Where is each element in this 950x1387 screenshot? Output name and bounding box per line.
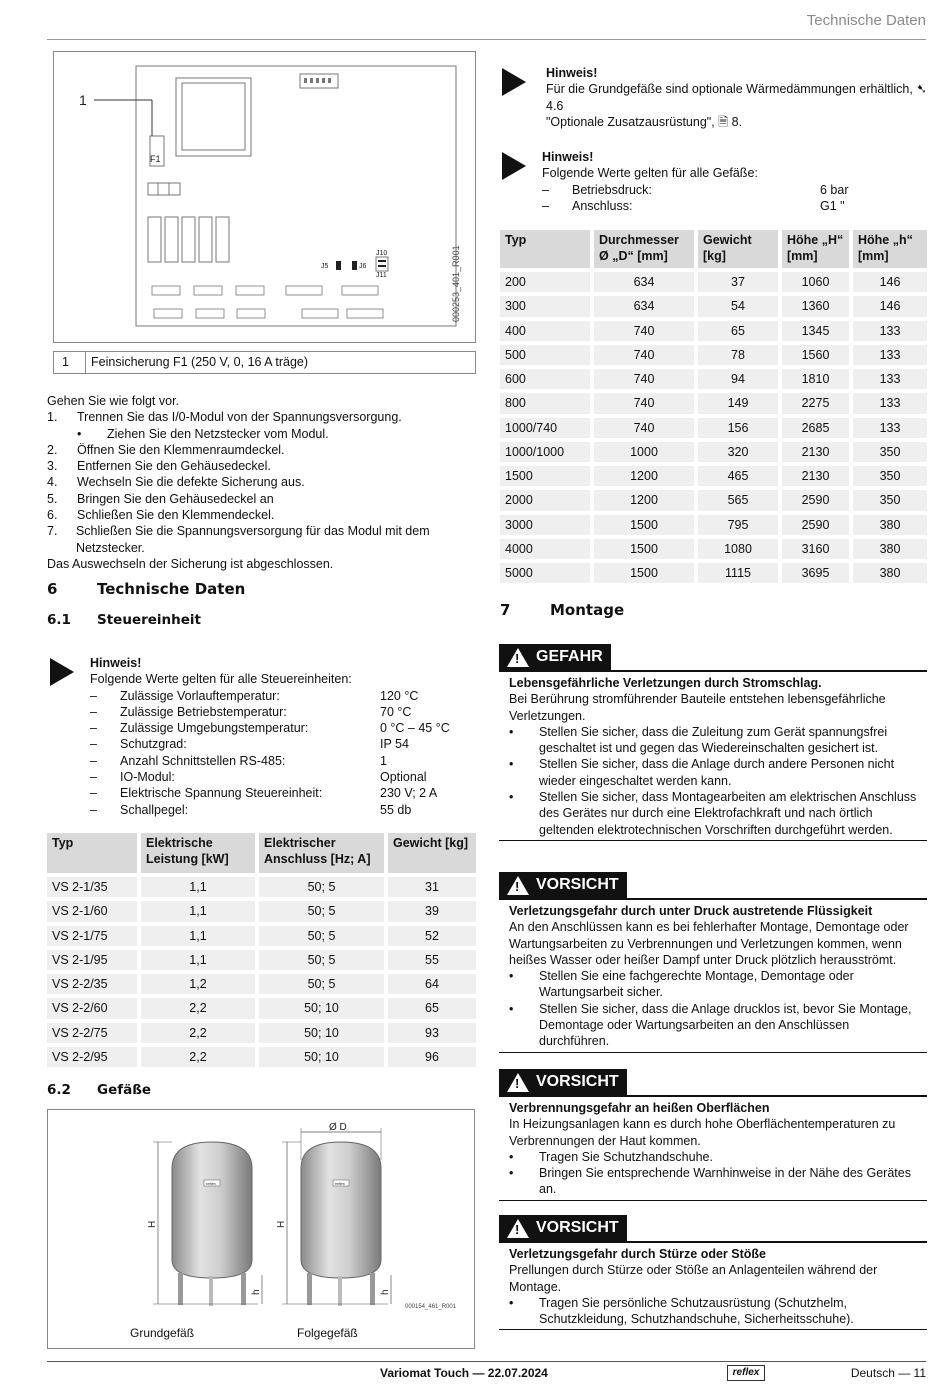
table-cell: 50; 10 — [259, 1023, 384, 1043]
table-row — [47, 901, 476, 921]
table-cell: 50; 5 — [259, 974, 384, 994]
warning-title: Verletzungsgefahr durch Stürze oder Stöße — [509, 1247, 766, 1261]
page-header-title: Technische Daten — [806, 12, 926, 29]
table-cell: 400 — [500, 321, 590, 341]
table-cell: 1000 — [594, 442, 694, 462]
table-cell: 350 — [853, 490, 927, 510]
table-cell: 1,2 — [141, 974, 255, 994]
table-cell: 133 — [853, 393, 927, 413]
table-cell: 4000 — [500, 539, 590, 559]
vessels-figure — [47, 1109, 475, 1349]
warning-text: An den Anschlüssen kann es bei fehlerhafter Montage, Demontage oder Wartungsarbeiten zu Verbrennungen und Verletzungen kommen, wenn heißes Wasser oder heißer Dampf unter Druck plötzlich herausströmt. — [509, 920, 909, 967]
spec-row: – Schutzgrad: IP 54 — [90, 737, 409, 752]
table-cell: 500 — [500, 345, 590, 365]
spec-row: – Schallpegel: 55 db — [90, 802, 412, 817]
warning-bullet: • Tragen Sie Schutzhandschuhe. — [509, 1149, 713, 1164]
table-cell: 52 — [388, 926, 476, 946]
procedure-step: 5. Bringen Sie den Gehäusedeckel an — [47, 491, 274, 506]
procedure-outro: Das Auswechseln der Sicherung ist abgeschlossen. — [47, 556, 334, 571]
table-cell: VS 2-2/95 — [47, 1047, 137, 1067]
table-cell: 795 — [698, 515, 778, 535]
warning-triangle-icon — [507, 1073, 529, 1092]
warning-vorsicht-oberflaechen — [499, 1069, 927, 1201]
table-cell: VS 2-2/60 — [47, 998, 137, 1018]
reflex-logo: reflex — [727, 1365, 765, 1381]
table-row — [47, 998, 476, 1018]
warning-vorsicht-druck — [499, 872, 927, 1053]
label-grundgefaess: Grundgefäß — [130, 1326, 195, 1340]
warning-title: Verbrennungsgefahr an heißen Oberflächen — [509, 1101, 770, 1115]
section-heading-6: 6 Technische Daten — [47, 580, 246, 598]
table-cell: 96 — [388, 1047, 476, 1067]
vessels-drawing — [48, 1110, 474, 1348]
table-cell: 1810 — [782, 369, 849, 389]
table-cell: 2685 — [782, 418, 849, 438]
procedure-substep: • Ziehen Sie den Netzstecker vom Modul. — [77, 426, 329, 441]
table-cell: 634 — [594, 272, 694, 292]
dim-h-big-right: H — [276, 1220, 287, 1228]
table-cell: VS 2-1/35 — [47, 877, 137, 897]
warning-vorsicht-stuerze — [499, 1215, 927, 1330]
table-cell: 65 — [698, 321, 778, 341]
warning-title: Lebensgefährliche Verletzungen durch Stromschlag. — [509, 676, 822, 690]
figure-code: 000154_461_R001 — [405, 1304, 457, 1310]
table-cell: 37 — [698, 272, 778, 292]
warning-bullet: • Bringen Sie entsprechende Warnhinweise in der Nähe des Gerätes an. — [509, 1166, 911, 1197]
vessel-brand-label: reflex — [335, 1181, 345, 1186]
table-cell: 2130 — [782, 466, 849, 486]
table-cell: 50; 10 — [259, 1047, 384, 1067]
table-cell: 1080 — [698, 539, 778, 559]
column-header: Gewicht [kg] — [698, 230, 778, 268]
j6-label: J6 — [359, 263, 367, 270]
gefaesse-table — [496, 226, 931, 587]
vessel-brand-label: reflex — [206, 1181, 216, 1186]
table-row — [47, 1047, 476, 1067]
table-cell: 300 — [500, 296, 590, 316]
table-row — [500, 442, 927, 462]
table-cell: 1200 — [594, 490, 694, 510]
spec-row: – Zulässige Umgebungstemperatur: 0 °C – 45 °C — [90, 721, 450, 736]
table-row — [500, 393, 927, 413]
table-cell: 133 — [853, 418, 927, 438]
table-cell: 39 — [388, 901, 476, 921]
table-cell: 2,2 — [141, 998, 255, 1018]
table-row — [500, 369, 927, 389]
column-header: Höhe „h“ [mm] — [853, 230, 927, 268]
table-cell: 350 — [853, 442, 927, 462]
caption-number: 1 — [54, 352, 86, 373]
note-arrow-icon — [50, 658, 74, 686]
warning-bullet: • Tragen Sie persönliche Schutzausrüstung (Schutzhelm, Schutzkleidung, Schutzhandschuhe, Sicherheitsschuhe). — [509, 1295, 854, 1327]
table-cell: 2,2 — [141, 1023, 255, 1043]
table-cell: 634 — [594, 296, 694, 316]
note-waermedaemmung: Hinweis! Für die Grundgefäße sind optionale Wärmedämmungen erhältlich, ➷ 4.6 "Optionale Zusatzausrüstung", 🗎 8. — [546, 66, 927, 129]
table-row — [47, 1023, 476, 1043]
table-cell: 93 — [388, 1023, 476, 1043]
column-header: Durchmesser Ø „D“ [mm] — [594, 230, 694, 268]
table-cell: 740 — [594, 418, 694, 438]
steuereinheit-table — [43, 829, 480, 1071]
spec-row: – Zulässige Betriebstemperatur: 70 °C — [90, 704, 412, 719]
column-header: Höhe „H“ [mm] — [782, 230, 849, 268]
column-header: Typ — [47, 833, 137, 873]
warning-triangle-icon — [507, 1219, 529, 1238]
table-cell: 565 — [698, 490, 778, 510]
note-gefaesse: Hinweis! Folgende Werte gelten für alle Gefäße: – Betriebsdruck: 6 bar – Anschluss: G1 " — [542, 149, 932, 214]
table-cell: 54 — [698, 296, 778, 316]
table-row — [500, 296, 927, 316]
spec-row: – Anzahl Schnittstellen RS-485: 1 — [90, 753, 387, 768]
table-cell: 2,2 — [141, 1047, 255, 1067]
table-cell: 600 — [500, 369, 590, 389]
table-cell: 1,1 — [141, 950, 255, 970]
warning-badge: ! VORSICHT — [499, 1069, 627, 1095]
column-header: Gewicht [kg] — [388, 833, 476, 873]
table-cell: 65 — [388, 998, 476, 1018]
column-header: Elektrischer Anschluss [Hz; A] — [259, 833, 384, 873]
table-row — [500, 345, 927, 365]
table-row — [47, 926, 476, 946]
table-row — [500, 418, 927, 438]
table-cell: 3000 — [500, 515, 590, 535]
dim-h-big-left: H — [147, 1220, 158, 1228]
table-cell: 2275 — [782, 393, 849, 413]
table-cell: 740 — [594, 345, 694, 365]
j10-label: J10 — [376, 250, 388, 257]
procedure-step: 2. Öffnen Sie den Klemmenraumdeckel. — [47, 442, 285, 457]
figure-caption-table — [53, 351, 476, 374]
circuit-board-drawing — [54, 52, 475, 342]
table-cell: 1000/740 — [500, 418, 590, 438]
table-cell: 200 — [500, 272, 590, 292]
table-cell: 1000/1000 — [500, 442, 590, 462]
warning-bullet: • Stellen Sie sicher, dass die Zuleitung zum Gerät spannungsfrei geschaltet ist und gegen das Wiedereinschalten gesichert ist. — [509, 724, 888, 756]
table-cell: 133 — [853, 369, 927, 389]
table-cell: 1500 — [500, 466, 590, 486]
table-cell: 55 — [388, 950, 476, 970]
table-cell: 64 — [388, 974, 476, 994]
table-row — [47, 877, 476, 897]
warning-badge: ! GEFAHR — [499, 644, 611, 670]
table-cell: 146 — [853, 272, 927, 292]
table-cell: 50; 5 — [259, 926, 384, 946]
table-header-row — [500, 230, 927, 268]
table-cell: 31 — [388, 877, 476, 897]
table-cell: 1500 — [594, 539, 694, 559]
table-cell: 1345 — [782, 321, 849, 341]
table-cell: 156 — [698, 418, 778, 438]
warning-text: Prellungen durch Stürze oder Stöße an Anlagenteilen während der Montage. — [509, 1263, 878, 1294]
table-row — [500, 321, 927, 341]
table-cell: 50; 5 — [259, 901, 384, 921]
warning-text: In Heizungsanlagen kann es durch hohe Oberflächentemperaturen zu Verbrennungen der Haut kommen. — [509, 1117, 896, 1148]
note-arrow-icon — [502, 68, 526, 96]
table-cell: 465 — [698, 466, 778, 486]
dim-d-label: Ø D — [329, 1122, 347, 1133]
table-cell: VS 2-2/75 — [47, 1023, 137, 1043]
table-cell: 50; 5 — [259, 877, 384, 897]
warning-gefahr-strom — [499, 644, 927, 841]
table-cell: 380 — [853, 539, 927, 559]
section-heading-6-1: 6.1 Steuereinheit — [47, 612, 201, 628]
spec-row: – Zulässige Vorlauftemperatur: 120 °C — [90, 688, 419, 703]
footer-document-title: Variomat Touch — 22.07.2024 — [380, 1366, 548, 1380]
warning-badge: ! VORSICHT — [499, 1215, 627, 1241]
table-cell: 320 — [698, 442, 778, 462]
j11-label: J11 — [376, 272, 387, 279]
table-cell: 2130 — [782, 442, 849, 462]
table-cell: 1,1 — [141, 901, 255, 921]
table-cell: 149 — [698, 393, 778, 413]
table-row — [47, 950, 476, 970]
table-cell: 1,1 — [141, 877, 255, 897]
spec-row: – Elektrische Spannung Steuereinheit: 230 V; 2 A — [90, 786, 438, 801]
warning-bullet: • Stellen Sie sicher, dass die Anlage durch andere Personen nicht wieder eingeschaltet werden kann. — [509, 757, 895, 788]
warning-badge: ! VORSICHT — [499, 872, 627, 898]
note-steuereinheit: Hinweis! Folgende Werte gelten für alle Steuereinheiten: – Zulässige Vorlauftemperatur: 120 °C – Zulässige Betriebstemperatur: 70 °C – Zulässige Umgebungstemperatur: 0 °C – 45 °C – Schutzgrad: IP 54 – Anzahl Schnittstellen RS-485: 1 – IO-Modul: Optional – Elektrische Spannung Steuereinheit: 230 V; 2 A – Schallpegel: 55 db — [90, 655, 480, 818]
figure-code: 000253_401_R001 — [451, 245, 461, 322]
table-cell: 133 — [853, 345, 927, 365]
spec-row: – Anschluss: G1 " — [542, 198, 845, 213]
caption-text: Feinsicherung F1 (250 V, 0, 16 A träge) — [91, 355, 309, 370]
table-cell: 146 — [853, 296, 927, 316]
table-cell: 740 — [594, 369, 694, 389]
table-row — [500, 563, 927, 583]
table-cell: 1500 — [594, 515, 694, 535]
procedure-intro: Gehen Sie wie folgt vor. — [47, 394, 180, 408]
table-cell: VS 2-2/35 — [47, 974, 137, 994]
table-cell: VS 2-1/60 — [47, 901, 137, 921]
table-row — [500, 466, 927, 486]
table-cell: 380 — [853, 563, 927, 583]
warning-bullet: • Stellen Sie eine fachgerechte Montage, Demontage oder Wartungsarbeit sicher. — [509, 969, 854, 1000]
table-cell: 1,1 — [141, 926, 255, 946]
table-cell: VS 2-1/75 — [47, 926, 137, 946]
fuse-procedure — [47, 393, 487, 572]
table-row — [47, 974, 476, 994]
table-cell: 350 — [853, 466, 927, 486]
f1-label: F1 — [150, 154, 161, 164]
table-row — [500, 272, 927, 292]
procedure-step: 3. Entfernen Sie den Gehäusedeckel. — [47, 459, 271, 474]
spec-row: – Betriebsdruck: 6 bar — [542, 182, 849, 197]
note-arrow-icon — [502, 152, 526, 180]
warning-bullet: • Stellen Sie sicher, dass Montagearbeiten am elektrischen Anschluss des Gerätes nur durch eine Elektrofachkraft und nach örtlich geltenden elektrotechnischen Vorschriften durchgeführt werden. — [509, 790, 917, 837]
table-cell: 50; 10 — [259, 998, 384, 1018]
warning-triangle-icon — [507, 876, 529, 895]
section-heading-6-2: 6.2 Gefäße — [47, 1082, 152, 1098]
dim-h-small-right: h — [380, 1289, 391, 1295]
table-cell: 800 — [500, 393, 590, 413]
table-cell: 1500 — [594, 563, 694, 583]
label-folgegefaess: Folgegefäß — [297, 1326, 358, 1340]
header-rule — [47, 39, 926, 40]
table-cell: 1115 — [698, 563, 778, 583]
table-cell: 740 — [594, 393, 694, 413]
table-cell: 1200 — [594, 466, 694, 486]
procedure-step: 1. Trennen Sie das I/0-Modul von der Spannungsversorgung. — [47, 410, 402, 425]
procedure-step: 4. Wechseln Sie die defekte Sicherung aus. — [47, 475, 305, 490]
table-cell: 1360 — [782, 296, 849, 316]
column-header: Typ — [500, 230, 590, 268]
table-cell: 5000 — [500, 563, 590, 583]
warning-title: Verletzungsgefahr durch unter Druck austretende Flüssigkeit — [509, 904, 873, 918]
procedure-step: 7. Schließen Sie die Spannungsversorgung für das Modul mit dem Netzstecker. — [47, 524, 430, 555]
circuit-board-figure — [53, 51, 476, 343]
footer-page-number: Deutsch — 11 — [850, 1366, 926, 1380]
table-cell: 94 — [698, 369, 778, 389]
table-cell: 3160 — [782, 539, 849, 559]
table-cell: 2590 — [782, 515, 849, 535]
table-row — [500, 490, 927, 510]
table-cell: 78 — [698, 345, 778, 365]
table-cell: 740 — [594, 321, 694, 341]
table-cell: 50; 5 — [259, 950, 384, 970]
section-heading-7: 7 Montage — [500, 601, 625, 619]
dim-h-small-left: h — [251, 1289, 262, 1295]
callout-number: 1 — [79, 92, 87, 108]
table-cell: 133 — [853, 321, 927, 341]
table-cell: 2000 — [500, 490, 590, 510]
table-row — [500, 539, 927, 559]
warning-triangle-icon — [507, 648, 529, 667]
table-cell: 380 — [853, 515, 927, 535]
table-cell: 1060 — [782, 272, 849, 292]
warning-bullet: • Stellen Sie sicher, dass die Anlage drucklos ist, bevor Sie Montage, Demontage oder Wartungsarbeiten an den Anschlüssen durchführen. — [509, 1001, 912, 1049]
table-cell: 1560 — [782, 345, 849, 365]
spec-row: – IO-Modul: Optional — [90, 770, 427, 785]
table-cell: 3695 — [782, 563, 849, 583]
table-header-row — [47, 833, 476, 873]
table-cell: VS 2-1/95 — [47, 950, 137, 970]
table-row — [500, 515, 927, 535]
footer-rule — [47, 1361, 926, 1362]
procedure-step: 6. Schließen Sie den Klemmendeckel. — [47, 508, 275, 523]
column-header: Elektrische Leistung [kW] — [141, 833, 255, 873]
table-cell: 2590 — [782, 490, 849, 510]
warning-text: Bei Berührung stromführender Bauteile entstehen lebensgefährliche Verletzungen. — [509, 692, 886, 723]
j5-label: J5 — [321, 263, 329, 270]
